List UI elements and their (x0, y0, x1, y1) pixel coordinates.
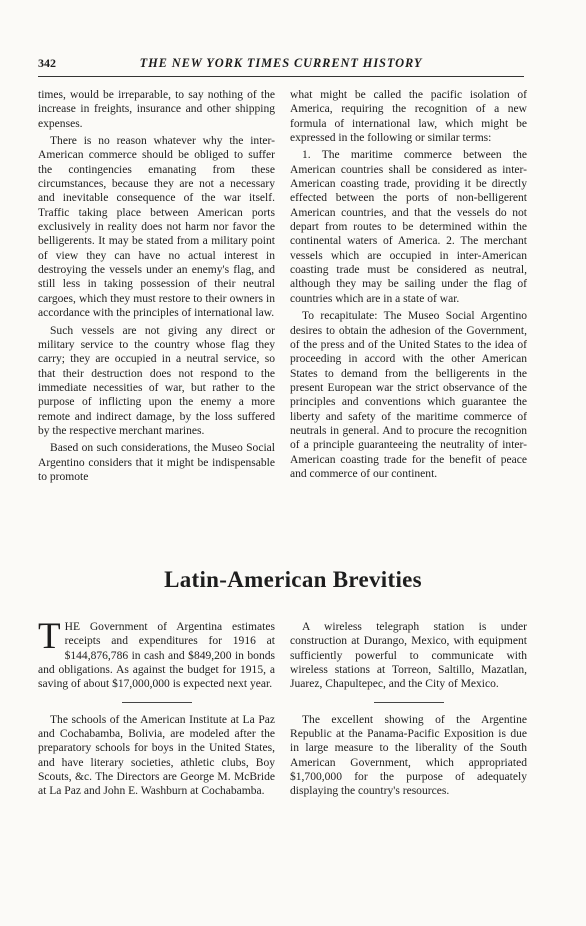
top-left-column (38, 88, 275, 487)
paragraph: There is no reason whatever why the inter-American commerce should be obliged to suffer the contingencies emanating from these circumstances, because they are not a necessary and inevitable consequence of the war itself. Traffic taking place between American ports exclusively in reality does not harm nor favor the belligerents. It may be stated from a military point of view they can have no actual interest in destroying the vessels under an enemy's flag, and still less in taking possession of their neutral cargoes, which they must restore to their owners in accordance with the principles of international law. (38, 135, 275, 320)
divider (374, 702, 444, 703)
section-title: Latin-American Brevities (164, 567, 422, 592)
paragraph: what might be called the pacific isolation of America, requiring the recognition of a new formula of international law, which might be expressed in the following or similar terms: (290, 89, 527, 145)
page-header (38, 56, 524, 74)
paragraph: 1. The maritime commerce between the American countries shall be considered as inter-American coasting trade, providing it be directly effected between the ports of non-belligerent American countries, and that the vessels do not depart from routes to be determined within the continental waters of America. 2. The merchant vessels which are occupied in inter-American coasting trade must be considered as neutral, although they may be sailing under the flag of countries which are in a state of war. (290, 149, 527, 305)
running-title: THE NEW YORK TIMES CURRENT HISTORY (139, 56, 423, 70)
bottom-left-column (38, 616, 275, 802)
paragraph: times, would be irreparable, to say nothing of the increase in freights, insurance and other shipping expenses. (38, 89, 275, 130)
page-number: 342 (38, 56, 56, 70)
paragraph: Such vessels are not giving any direct or military service to the country whose flag they carry; they are occupied in a neutral service, so that their destruction does not respond to the immediate necessities of war, but rather to the purpose of inflicting upon the enemy a more remote and indirect damage, by the loss suffered by the respective merchant marines. (38, 324, 275, 437)
paragraph: Based on such considerations, the Museo Social Argentino considers that it might be indispensable to promote (38, 442, 275, 483)
paragraph: The excellent showing of the Argentine Republic at the Panama-Pacific Exposition is due in large measure to the liberality of the South American Government, which appropriated $1,700,000 for the purpose of adequately displaying the country's resources. (290, 713, 527, 798)
paragraph: The schools of the American Institute at La Paz and Cochabamba, Bolivia, are modeled after the preparatory schools for boys in the United States, and have literary societies, athletic clubs, Boy Scouts, &c. The Directors are George M. McBride at La Paz and John E. Washburn at Cochabamba. (38, 713, 275, 798)
bottom-right-column (290, 620, 527, 802)
top-right-column (290, 88, 527, 484)
paragraph: HE Government of Argentina estimates receipts and expenditures for 1916 at $144,876,786 in cash and $849,200 in bonds and obligations. As against the budget for 1915, a saving of about $17,000,000 is expected next year. (38, 621, 275, 691)
paragraph: A wireless telegraph station is under construction at Durango, Mexico, with equipment sufficiently powerful to communicate with wireless stations at Torreon, Saltillo, Mazatlan, Juarez, Chapultepec, and the City of Mexico. (290, 621, 527, 691)
header-rule (38, 76, 524, 77)
drop-cap: T (38, 616, 61, 657)
paragraph: To recapitulate: The Museo Social Argentino desires to obtain the adhesion of the Government, of the press and of the United States to the idea of proceeding in accord with the other American States to demand from the belligerents in the present European war the strict observance of the principles and conventions which guarantee the liberty and safety of the maritime commerce of neutrals in general. And to procure the recognition of a principle guaranteeing the neutrality of inter-American coasting trade for the benefit of peace and commerce of our continent. (290, 310, 527, 480)
article-opening (38, 616, 275, 692)
divider (122, 702, 192, 703)
